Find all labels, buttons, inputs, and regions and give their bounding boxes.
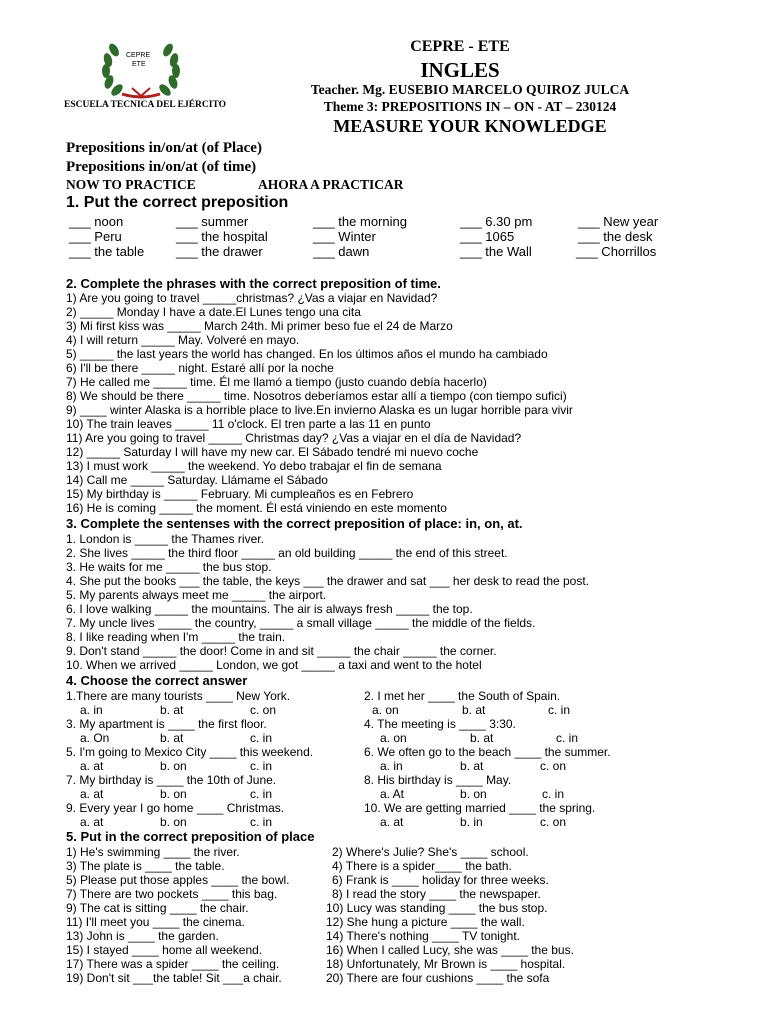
section4-option: a. in xyxy=(80,703,103,717)
section5-item: 15) I stayed ____ home all weekend. xyxy=(66,943,263,957)
section5-item: 12) She hung a picture ____ the wall. xyxy=(326,915,525,929)
section4-option: b. on xyxy=(160,759,187,773)
section4-question: 1.There are many tourists ____ New York. xyxy=(66,689,291,703)
section3-item: 2. She lives _____ the third floor _____ an old building _____ the end of this street. xyxy=(66,546,508,560)
section4-option: c. on xyxy=(540,759,567,773)
section4-question: 6. We often go to the beach ____ the summer. xyxy=(364,745,611,759)
section4-option: c. in xyxy=(250,787,273,801)
section1-cell: ___ dawn xyxy=(313,244,370,259)
section4-option: a. At xyxy=(380,787,405,801)
section4-question: 5. I'm going to Mexico City ____ this weekend. xyxy=(66,745,314,759)
measure-title: MEASURE YOUR KNOWLEDGE xyxy=(333,116,607,136)
section4-option: a. On xyxy=(80,731,110,745)
section4-option: a. on xyxy=(380,731,407,745)
section1-cell: ___ noon xyxy=(69,214,124,229)
section5-title: 5. Put in the correct preposition of place xyxy=(66,829,315,844)
section2-item: 4) I will return _____ May. Volveré en mayo. xyxy=(66,333,300,347)
section2-item: 12) _____ Saturday I will have my new car. El Sábado tendré mi nuevo coche xyxy=(66,445,479,459)
section4-question: 9. Every year I go home ____ Christmas. xyxy=(66,801,285,815)
section1-row xyxy=(66,244,686,259)
section1-title: 1. Put the correct preposition xyxy=(66,194,289,211)
section4-question: 4. The meeting is ____ 3:30. xyxy=(364,717,516,731)
section4-option: b. at xyxy=(460,759,484,773)
logo-text-top: CEPRE xyxy=(126,52,151,59)
section5-item: 18) Unfortunately, Mr Brown is ____ hospital. xyxy=(326,957,566,971)
section2-item: 3) Mi first kiss was _____ March 24th. Mi primer beso fue el 24 de Marzo xyxy=(66,319,453,333)
section4-option: c. on xyxy=(250,703,277,717)
section2-item: 16) He is coming _____ the moment. Él está viniendo en este momento xyxy=(66,501,447,515)
section1-row xyxy=(66,229,686,244)
subtitle-time: Prepositions in/on/at (of time) xyxy=(66,159,257,175)
section2-item: 7) He called me _____ time. Él me llamó a tiempo (justo cuando debía hacerlo) xyxy=(66,375,487,389)
section2-item: 9) ____ winter Alaska is a horrible place to live.En invierno Alaska es un lugar horrible para vivir xyxy=(66,403,573,417)
section5-item: 17) There was a spider ____ the ceiling. xyxy=(66,957,280,971)
section1-cell: ___ the drawer xyxy=(176,244,263,259)
section1-cell: ___ Chorrillos xyxy=(576,244,657,259)
section4-option: c. in xyxy=(542,787,565,801)
section4-option: b. on xyxy=(460,787,487,801)
section1-cell: ___ Winter xyxy=(313,229,376,244)
section3-item: 3. He waits for me _____ the bus stop. xyxy=(66,560,272,574)
section4-title: 4. Choose the correct answer xyxy=(66,673,248,688)
section4-option: c. on xyxy=(540,815,567,829)
section5-item: 2) Where's Julie? She's ____ school. xyxy=(332,845,529,859)
school-name: ESCUELA TECNICA DEL EJÉRCITO xyxy=(64,100,226,110)
section5-item: 8) I read the story ____ the newspaper. xyxy=(332,887,541,901)
section4-option: b. at xyxy=(462,703,486,717)
section4-option: b. at xyxy=(470,731,494,745)
section1-cell: ___ the hospital xyxy=(176,229,268,244)
section5-item: 7) There are two pockets ____ this bag. xyxy=(66,887,278,901)
section2-item: 10) The train leaves _____ 11 o'clock. El tren parte a las 11 en punto xyxy=(66,417,431,431)
section2-item: 13) I must work _____ the weekend. Yo debo trabajar el fin de semana xyxy=(66,459,442,473)
section1-cell: ___ New year xyxy=(578,214,659,229)
section5-item: 4) There is a spider____ the bath. xyxy=(332,859,512,873)
section5-item: 6) Frank is ____ holiday for three weeks. xyxy=(332,873,549,887)
section3-item: 4. She put the books ___ the table, the keys ___ the drawer and sat ___ her desk to read the post. xyxy=(66,574,590,588)
section1-cell: ___ 6.30 pm xyxy=(460,214,533,229)
teacher-name: Teacher. Mg. EUSEBIO MARCELO QUIROZ JULCA xyxy=(310,82,630,97)
section5-item: 19) Don't sit ___the table! Sit ___a chair. xyxy=(66,971,282,985)
school-logo xyxy=(92,38,190,100)
section2-item: 2) _____ Monday I have a date.El Lunes tengo una cita xyxy=(66,305,361,319)
section1-cell: ___ the table xyxy=(69,244,145,259)
laurel-wreath-icon xyxy=(92,38,190,100)
section2-item: 8) We should be there _____ time. Nosotros deberíamos estar allí a tiempo (con tiempo sufici) xyxy=(66,389,567,403)
section2-item: 5) _____ the last years the world has changed. En los últimos años el mundo ha cambiado xyxy=(66,347,548,361)
section4-option: a. at xyxy=(80,787,104,801)
section5-item: 10) Lucy was standing ____ the bus stop. xyxy=(326,901,548,915)
logo-text-bottom: ETE xyxy=(132,61,146,68)
section4-option: c. in xyxy=(556,731,579,745)
section4-option: b. in xyxy=(460,815,483,829)
section4-question: 2. I met her ____ the South of Spain. xyxy=(364,689,561,703)
header-line2: INGLES xyxy=(420,58,500,82)
section4-option: a. at xyxy=(80,815,104,829)
section4-option: b. at xyxy=(160,703,184,717)
section1-cell: ___ summer xyxy=(176,214,249,229)
section5-item: 20) There are four cushions ____ the sofa xyxy=(326,971,550,985)
section4-question: 7. My birthday is ____ the 10th of June. xyxy=(66,773,277,787)
section2-item: 11) Are you going to travel _____ Christmas day? ¿Vas a viajar en el día de Navidad? xyxy=(66,431,522,445)
theme-title: Theme 3: PREPOSITIONS IN – ON - AT – 230124 xyxy=(323,99,617,114)
section4-question: 10. We are getting married ____ the spring. xyxy=(364,801,596,815)
section3-item: 6. I love walking _____ the mountains. The air is always fresh _____ the top. xyxy=(66,602,473,616)
section1-cell: ___ 1065 xyxy=(460,229,515,244)
section2-item: 15) My birthday is _____ February. Mi cumpleaños es en Febrero xyxy=(66,487,414,501)
section5-item: 3) The plate is ____ the table. xyxy=(66,859,225,873)
section2-title: 2. Complete the phrases with the correct preposition of time. xyxy=(66,276,441,291)
section1-cell: ___ the morning xyxy=(313,214,407,229)
section4-option: a. in xyxy=(380,759,403,773)
section4-option: a. at xyxy=(380,815,404,829)
section4-option: c. in xyxy=(548,703,571,717)
section1-row xyxy=(66,214,686,229)
section5-item: 1) He's swimming ____ the river. xyxy=(66,845,240,859)
section5-item: 11) I'll meet you ____ the cinema. xyxy=(66,915,245,929)
section3-item: 9. Don't stand _____ the door! Come in and sit _____ the chair _____ the corner. xyxy=(66,644,497,658)
section2-item: 6) I'll be there _____ night. Estaré allí por la noche xyxy=(66,361,334,375)
section4-option: a. on xyxy=(372,703,399,717)
practice-en: NOW TO PRACTICE xyxy=(66,177,196,192)
section1-cell: ___ the desk xyxy=(578,229,653,244)
section5-item: 14) There's nothing ____ TV tonight. xyxy=(326,929,520,943)
practice-es: AHORA A PRACTICAR xyxy=(258,177,404,192)
section1-cell: ___ the Wall xyxy=(460,244,532,259)
section4-option: c. in xyxy=(250,815,273,829)
section5-item: 13) John is ____ the garden. xyxy=(66,929,219,943)
section4-option: c. in xyxy=(250,731,273,745)
section4-option: b. on xyxy=(160,815,187,829)
section4-question: 8. His birthday is ____ May. xyxy=(364,773,512,787)
section2-item: 1) Are you going to travel _____christmas? ¿Vas a viajar en Navidad? xyxy=(66,291,438,305)
section3-item: 5. My parents always meet me _____ the airport. xyxy=(66,588,327,602)
section3-title: 3. Complete the sentenses with the correct preposition of place: in, on, at. xyxy=(66,516,523,531)
section4-option: a. at xyxy=(80,759,104,773)
section4-option: b. at xyxy=(160,731,184,745)
section2-item: 14) Call me _____ Saturday. Llámame el Sábado xyxy=(66,473,328,487)
section3-item: 7. My uncle lives _____ the country, _____ a small village _____ the middle of the fields. xyxy=(66,616,536,630)
section5-item: 5) Please put those apples ____ the bowl. xyxy=(66,873,290,887)
section3-item: 8. I like reading when I'm _____ the train. xyxy=(66,630,286,644)
section5-item: 9) The cat is sitting ____ the chair. xyxy=(66,901,249,915)
section5-item: 16) When I called Lucy, she was ____ the bus. xyxy=(326,943,574,957)
section4-option: c. in xyxy=(250,759,273,773)
subtitle-place: Prepositions in/on/at (of Place) xyxy=(66,140,262,156)
section4-option: b. on xyxy=(160,787,187,801)
header-line1: CEPRE - ETE xyxy=(410,38,510,55)
section3-item: 10. When we arrived _____ London, we got _____ a taxi and went to the hotel xyxy=(66,658,482,672)
section4-question: 3. My apartment is ____ the first floor. xyxy=(66,717,267,731)
section1-cell: ___ Peru xyxy=(69,229,122,244)
section3-item: 1. London is _____ the Thames river. xyxy=(66,532,264,546)
